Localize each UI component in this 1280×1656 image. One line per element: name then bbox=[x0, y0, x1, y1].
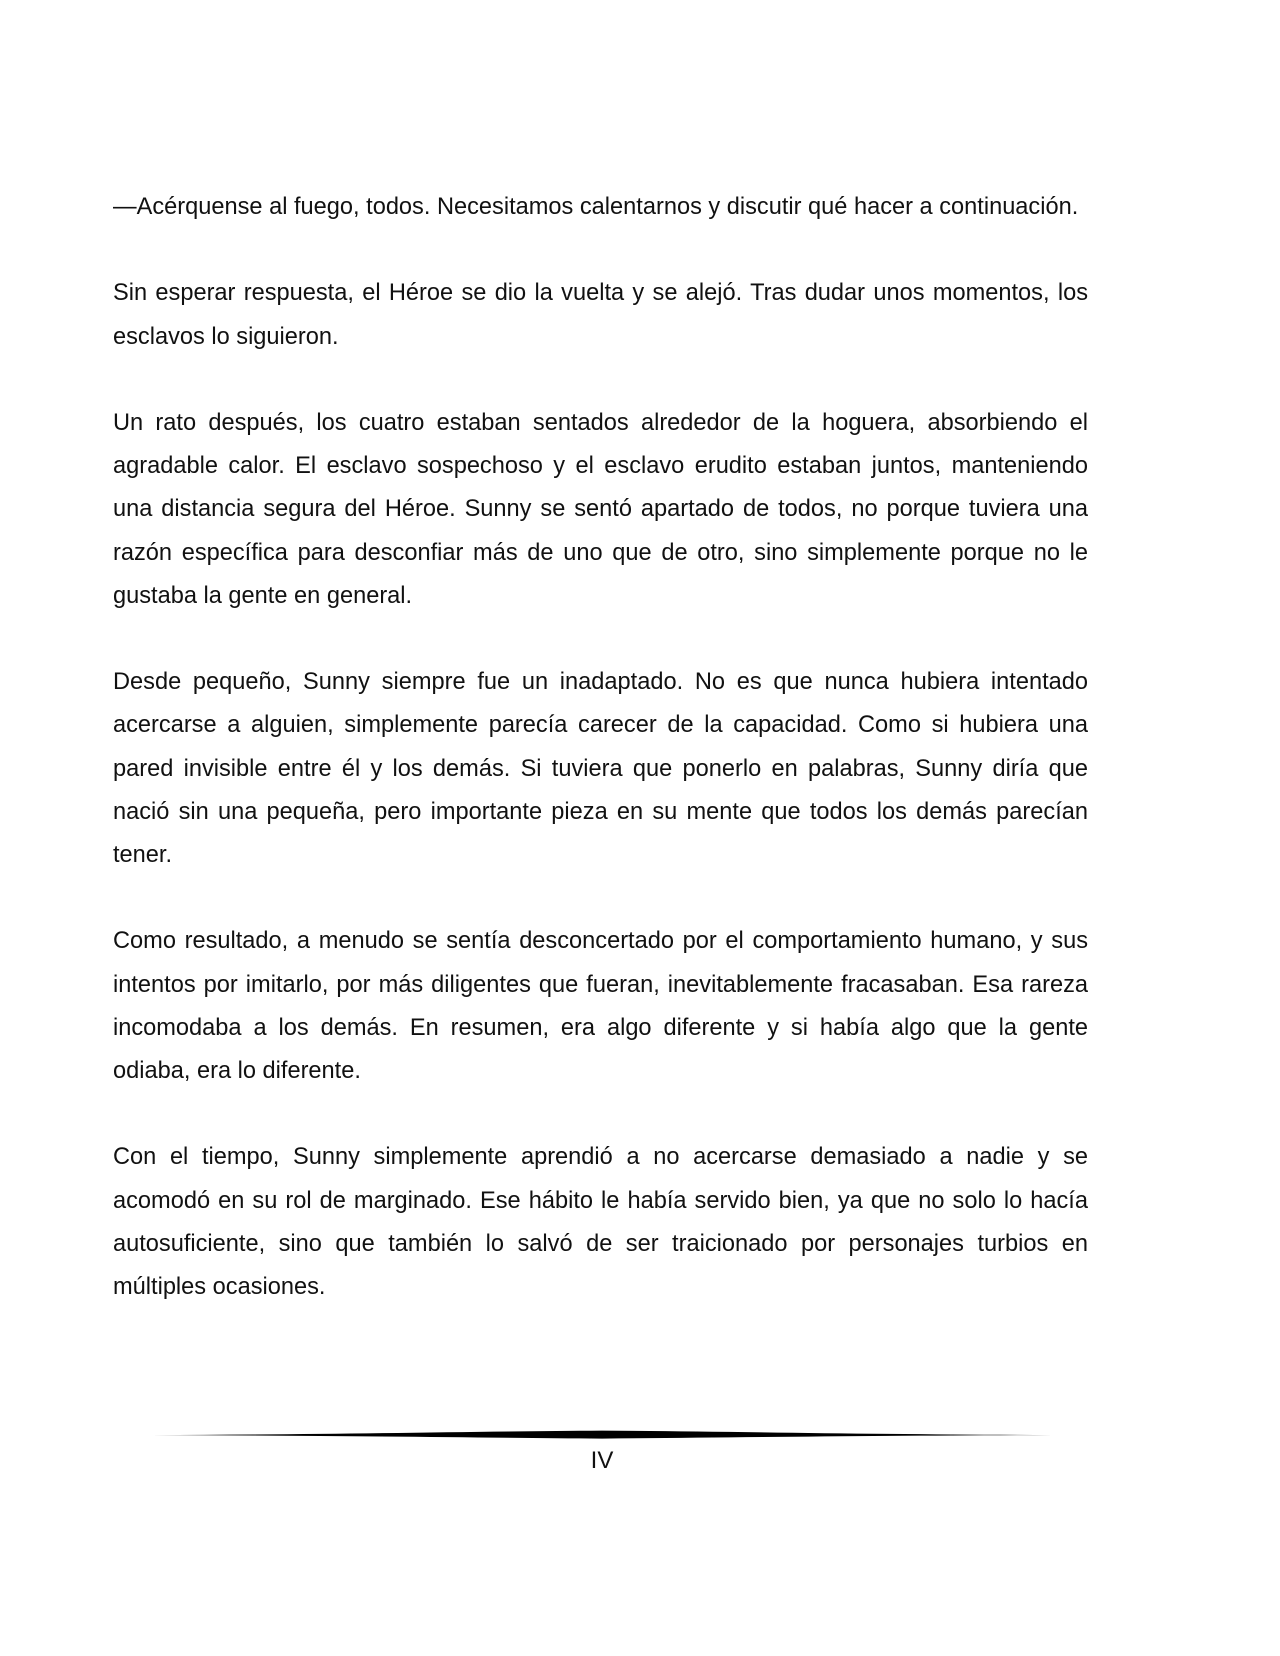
paragraph-5: Como resultado, a menudo se sentía desconcertado por el comportamiento humano, y sus intentos por imitarlo, por más diligentes que fueran, inevitablemente fracasaban. Esa rareza incomodaba a los demás. En resumen, era algo diferente y si había algo que la gente odiaba, era lo diferente. bbox=[113, 928, 1088, 1084]
footer-divider-ornament bbox=[152, 1429, 1052, 1441]
paragraph-4: Desde pequeño, Sunny siempre fue un inadaptado. No es que nunca hubiera intentado acercarse a alguien, simplemente parecía carecer de la capacidad. Como si hubiera una pared invisible entre él y los demás. Si tuviera que ponerlo en palabras, Sunny diría que nació sin una pequeña, pero importante pieza en su mente que todos los demás parecían tener. bbox=[113, 669, 1088, 868]
paragraph-1: —Acérquense al fuego, todos. Necesitamos calentarnos y discutir qué hacer a continuación. bbox=[113, 194, 1079, 220]
page-number: IV bbox=[590, 1447, 614, 1474]
paragraph-2: Sin esperar respuesta, el Héroe se dio la vuelta y se alejó. Tras dudar unos momentos, los esclavos lo siguieron. bbox=[113, 280, 1088, 350]
page-body bbox=[113, 186, 1088, 1309]
paragraph-6: Con el tiempo, Sunny simplemente aprendió a no acercarse demasiado a nadie y se acomodó en su rol de marginado. Ese hábito le había servido bien, ya que no solo lo hacía autosuficiente, sino que también lo salvó de ser traicionado por personajes turbios en múltiples ocasiones. bbox=[113, 1144, 1088, 1300]
paragraph-3: Un rato después, los cuatro estaban sentados alrededor de la hoguera, absorbiendo el agradable calor. El esclavo sospechoso y el esclavo erudito estaban juntos, manteniendo una distancia segura del Héroe. Sunny se sentó apartado de todos, no porque tuviera una razón específica para desconfiar más de uno que de otro, sino simplemente porque no le gustaba la gente en general. bbox=[113, 409, 1088, 609]
divider-swell-shape bbox=[152, 1431, 1052, 1439]
